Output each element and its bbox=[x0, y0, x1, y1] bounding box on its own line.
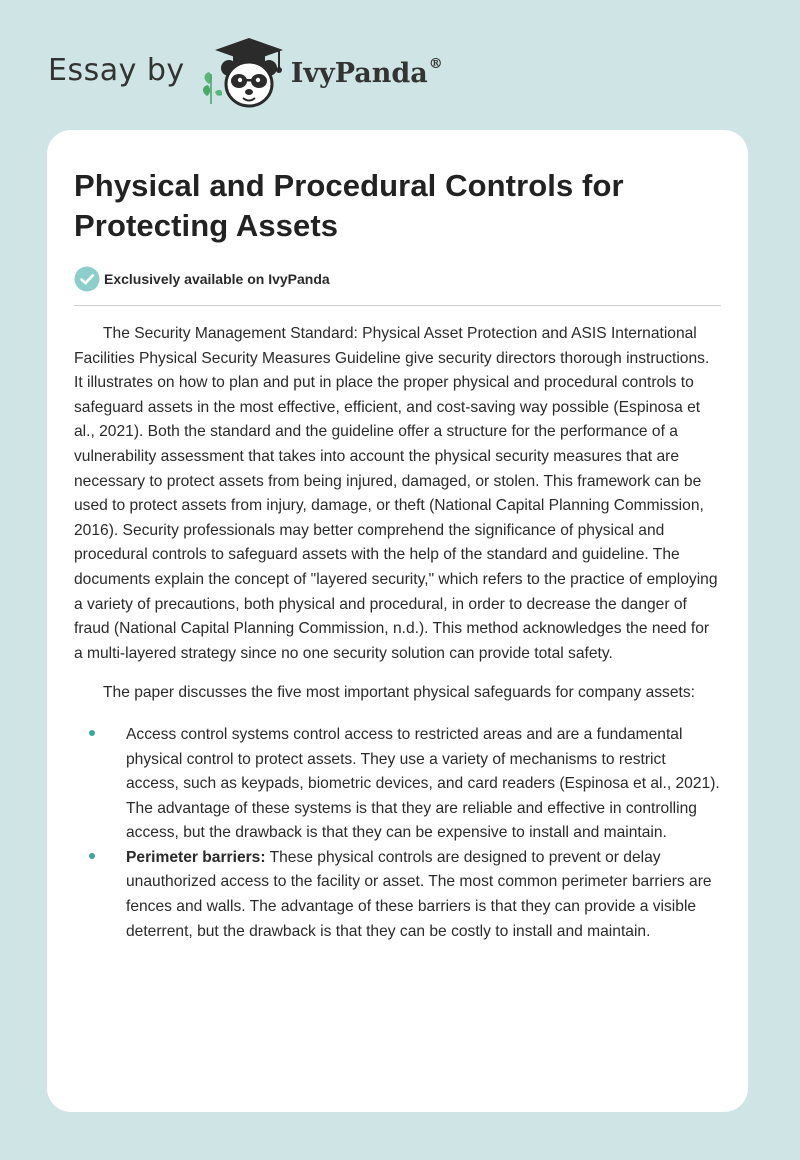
check-circle-icon bbox=[74, 266, 100, 292]
divider bbox=[74, 305, 721, 306]
brand-header[interactable] bbox=[48, 34, 443, 110]
list-item bbox=[74, 723, 721, 846]
body-paragraph: The paper discusses the five most important physical safeguards for company assets: bbox=[103, 684, 695, 702]
body-paragraph: The Security Management Standard: Physical Asset Protection and ASIS International Facilities Physical Security Measures Guideline give security directors thorough instructions. It illustrates on how to plan and put in place the proper physical and procedural controls to safeguard assets in the most effective, efficient, and cost-saving way possible (Espinosa et al., 2021). Both the standard and the guideline offer a structure for the performance of a vulnerability assessment that takes into account the physical security measures that are necessary to protect assets from being injured, damaged, or stolen. This framework can be used to protect assets from injury, damage, or theft (National Capital Planning Commission, 2016). Security professionals may better comprehend the significance of physical and procedural controls to safeguard assets with the help of the standard and guideline. The documents explain the concept of "layered security," which refers to the practice of employing a variety of precautions, both physical and procedural, in order to decrease the danger of fraud (National Capital Planning Commission, n.d.). This method acknowledges the need for a multi-layered strategy since no one security solution can provide total safety. bbox=[74, 325, 718, 662]
bullet-dot-icon bbox=[89, 853, 95, 859]
list-item-text: These physical controls are designed to prevent or delay unauthorized access to the facility or asset. The most common perimeter barriers are fences and walls. The advantage of these barriers is that they can provide a visible deterrent, but the drawback is that they can be costly to install and maintain. bbox=[126, 848, 712, 940]
list-item bbox=[74, 846, 721, 944]
essay-card bbox=[47, 130, 748, 1112]
brand-name: IvyPanda® bbox=[290, 55, 443, 89]
page-title: Physical and Procedural Controls for Protecting Assets bbox=[74, 168, 624, 243]
brand-prefix: Essay by bbox=[48, 52, 185, 88]
registered-mark: ® bbox=[428, 55, 443, 72]
list-item-text: Access control systems control access to restricted areas and are a fundamental physical control to protect assets. They use a variety of mechanisms to restrict access, such as keypads, biometric devices, and card readers (Espinosa et al., 2021). The advantage of these systems is that they are reliable and effective in controlling access, but the drawback is that they can be expensive to install and maintain. bbox=[126, 725, 720, 842]
exclusive-badge-text: Exclusively available on IvyPanda bbox=[104, 271, 330, 287]
bullet-dot-icon bbox=[89, 730, 95, 736]
safeguards-list bbox=[74, 723, 721, 944]
list-item-lead: Perimeter barriers: bbox=[126, 848, 266, 866]
panda-logo-icon bbox=[199, 34, 289, 110]
exclusive-badge bbox=[74, 266, 721, 292]
